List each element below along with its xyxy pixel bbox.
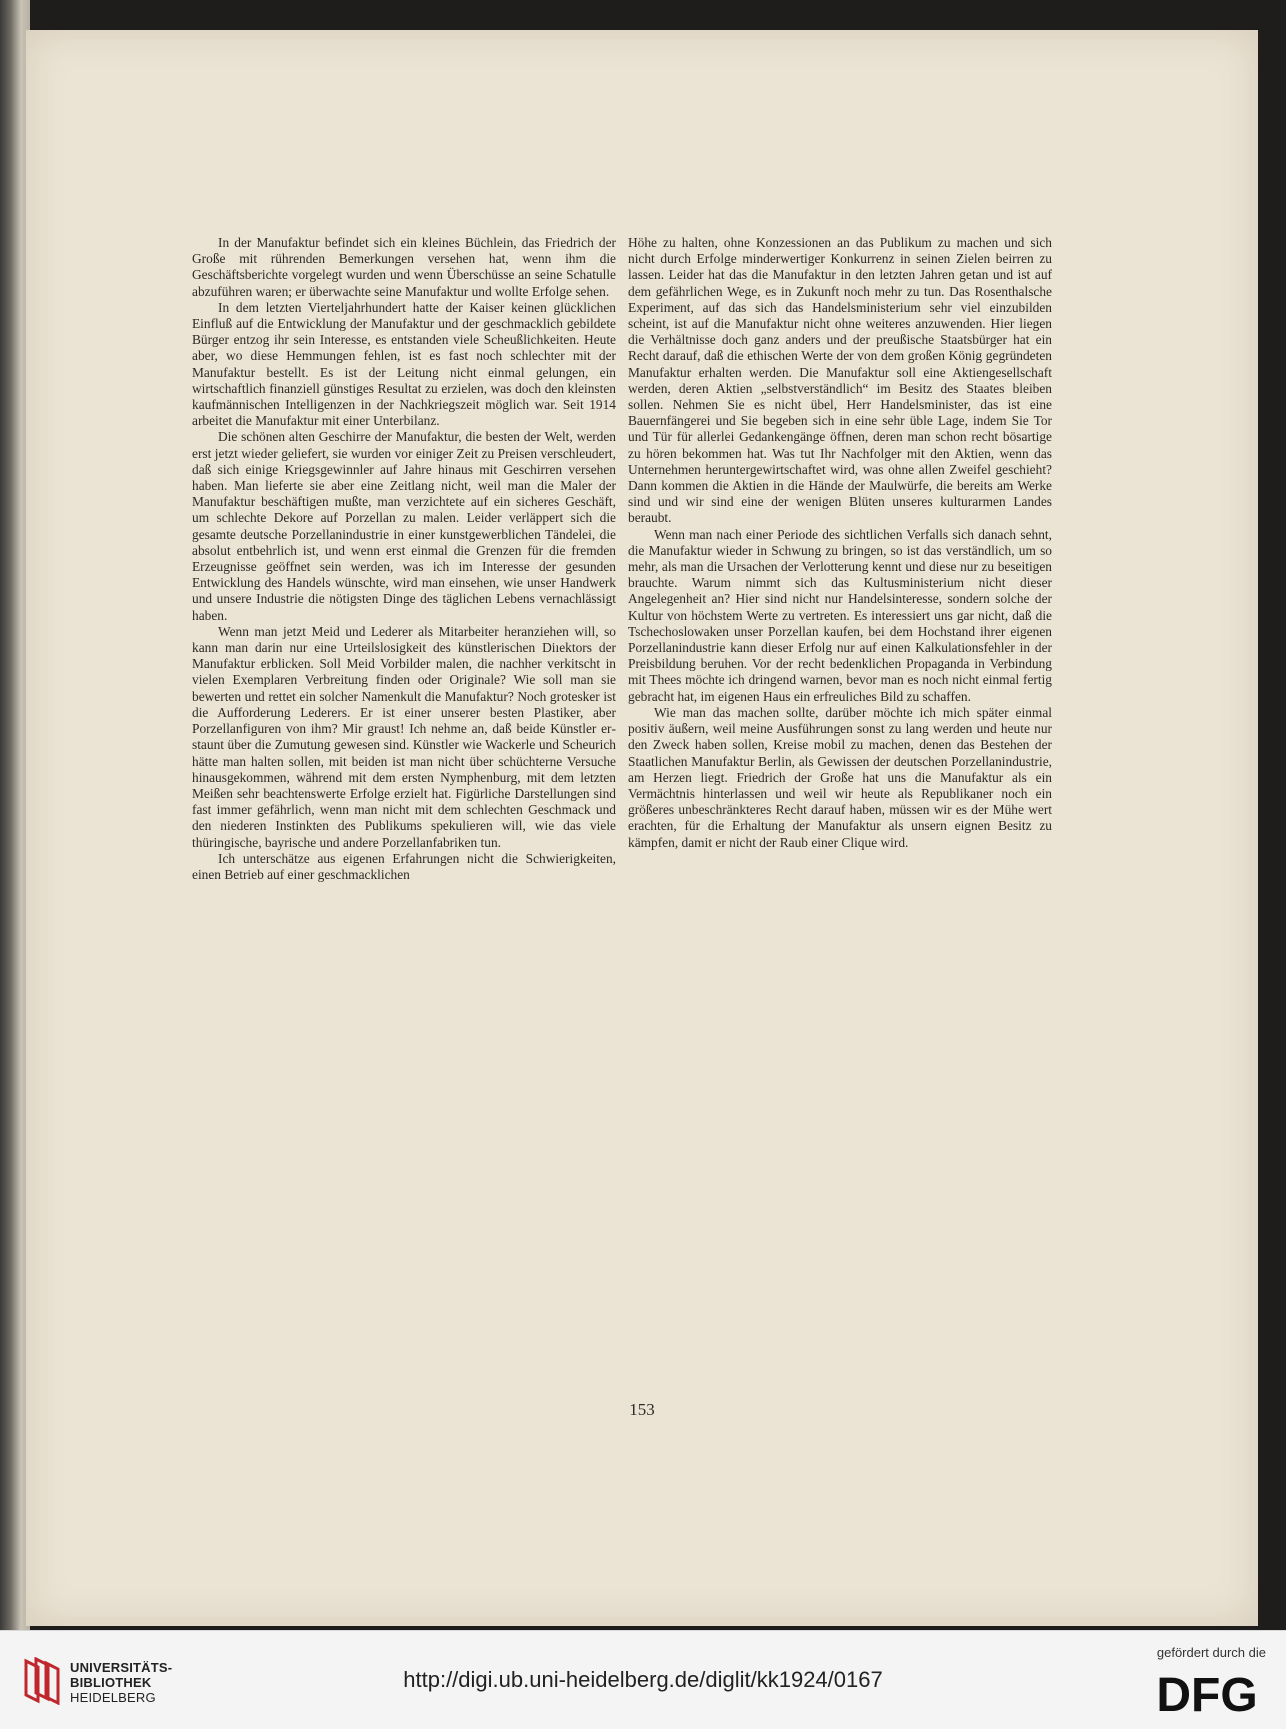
paragraph: Ich unterschätze aus eigenen Erfahrungen nicht die Schwierigkeiten, einen Betrieb auf einer geschmacklichen (192, 850, 616, 882)
dfg-logo-text: DFG (1156, 1671, 1258, 1715)
library-name-line: HEIDELBERG (70, 1690, 156, 1705)
paragraph: Höhe zu halten, ohne Konzessionen an das Publikum zu machen und sich nicht durch Erfolge minderwertiger Konkurrenz in seinen Zielen beirren zu lassen. Leider hat das die Manufaktur in den letzten Jahren getan und ist auf dem gefährlichen Wege, es in Zukunft noch mehr zu tun. Das Rosenthalsche Experiment, auf das sich das Handelsministerium sehr viel einzubilden scheint, ist auf die Manufaktur nicht ohne weiteres anzuwenden. Hier liegen die Verhältnisse doch ganz anders und der preußische Staatsbürger hat ein Recht darauf, daß die ethischen Werte der von dem großen König gegründeten Manufaktur erhalten werden. Die Manufaktur soll eine Aktiengesellschaft werden, deren Aktien „selbstverständlich“ im Besitz des Staates bleiben sollen. Nehmen Sie es nicht übel, Herr Handelsminister, das ist eine Bauernfängerei und Sie begeben sich in eine sehr üble Lage, indem Sie Tor und Tür für allerlei Gedankengänge öffnen, deren man schon recht bösartige zu hören bekommen hat. Was tut Ihr Nachfolger mit den Aktien, wenn das Unternehmen heruntergewirtschaftet wird, was ohne allen Zweifel geschieht? Dann kommen die Aktien in die Hände der Maulwürfe, die bereits am Werke sind und wir sind eine der wenigen Blüten unseres kulturarmen Landes beraubt. (628, 235, 1052, 526)
library-name-line: UNIVERSITÄTS- (70, 1660, 173, 1675)
right-column (628, 235, 1052, 851)
paragraph: In der Manufaktur befindet sich ein kleines Büchlein, das Friedrich der Große mit rührenden Bemerkungen versehen hat, wenn ihm die Geschäftsberichte vorgelegt wurden und wenn Überschüsse an seine Schatulle abzuführen waren; er überwachte seine Manufaktur und wollte Erfolge sehen. (192, 235, 616, 299)
page-number: 153 (629, 1400, 655, 1419)
paragraph: Wenn man nach einer Periode des sichtlichen Verfalls sich danach sehnt, die Manufaktur wieder in Schwung zu bringen, so ist das verständlich, um so mehr, als man die Ursachen der Verlotterung kennt und diese nur zu beseitigen brauchte. Warum nimmt sich das Kultusministerium nicht dieser Angelegenheit an? Hier sind nicht nur Handelsinteresse, sondern solche der Kultur von höchstem Werte zu vertreten. Es interessiert uns gar nicht, daß die Tschechoslowaken unser Porzellan kaufen, bei dem Hochstand ihrer eigenen Porzellanindustrie kann dieser Erfolg nur auf einen Kalkulationsfehler in der Preisbildung beruhen. Vor der recht bedenklichen Propaganda in Verbindung mit Thees möchte ich dringend warnen, bevor man es noch nicht einmal fertig gebracht hat, im eigenen Haus ein erfreuliches Bild zu schaffen. (628, 526, 1052, 704)
paragraph: Wenn man jetzt Meid und Lederer als Mitarbeiter heranziehen will, so kann man darin nur eine Urteilslosigkeit des künstlerischen Diıektors der Manufaktur erblicken. Soll Meid Vorbilder malen, die nachher verkitscht in vielen Exemplaren Verbreitung finden oder Originale? Wie soll man sie bewerten und rettet ein solcher Namenkult die Manufaktur? Noch grotesker ist die Aufforderung Lederers. Er ist einer unserer besten Plastiker, aber Porzellanfiguren von ihm? Mir graust! Ich nehme an, daß beide Künstler erstaunt über die Zumutung gewesen sind. Künstler wie Wackerle und Scheurich hätte man halten sollen, mit beiden ist man nicht über schüchterne Versuche hinausgekommen, während mit dem ersten Nymphenburg, mit dem letzten Meißen sehr beachtenswerte Erfolge erzielt hat. Figürliche Darstellungen sind fast immer gefährlich, wenn man nicht mit dem schlechten Geschmack und den niederen Instinkten des Publikums spekulieren will, wie das viele thüringische, bayrische und andere Porzellanfabriken tun. (192, 623, 616, 850)
footer-bar (0, 1630, 1286, 1729)
page (26, 30, 1258, 1626)
funded-by-text: gefördert durch die (1156, 1645, 1266, 1660)
permalink-url[interactable]: http://digi.ub.uni-heidelberg.de/diglit/kk1924/0167 (403, 1667, 883, 1692)
paragraph: In dem letzten Vierteljahrhundert hatte der Kaiser keinen glücklichen Einfluß auf die Entwicklung der Manufaktur und der geschmacklich gebildete Bürger entzog ihr sein Interesse, es entstanden viele Scheußlichkeiten. Heute aber, wo diese Hemmungen fehlen, ist es fast noch schlechter mit der Manufaktur bestellt. Es ist der Leitung nicht einmal gelungen, ein wirtschaftlich finanziell günstiges Resultat zu erzielen, was doch den kleinsten kaufmännischen Intelligenzen in der Nachkriegszeit möglich war. Seit 1914 arbeitet die Manufaktur mit einer Unterbilanz. (192, 299, 616, 429)
paragraph: Die schönen alten Geschirre der Manufaktur, die besten der Welt, werden erst jetzt wieder geliefert, sie wurden vor einiger Zeit zu Preisen verschleudert, daß sich einige Kriegsgewinnler auf Jahre hinaus mit Geschirren versehen haben. Man lieferte sie aber eine Zeitlang nicht, weil man die Maler der Manufaktur beschäftigen mußte, man verzichtete auf ein sicheres Geschäft, um schlechte Dekore auf Porzellan zu malen. Leider verläppert sich die gesamte deutsche Porzellanindustrie in einer kunstgewerblichen Tändelei, die absolut entbehrlich ist, und wenn erst einmal die Grenzen für die fremden Erzeugnisse geöffnet sein werden, was ich im Interesse der gesunden Entwicklung des Handels wünschte, wird man einsehen, wie unser Handwerk und unsere Industrie die nötigsten Dinge des täglichen Lebens vernachlässigt haben. (192, 429, 616, 623)
left-column (192, 235, 616, 883)
library-name-line: BIBLIOTHEK (70, 1675, 152, 1690)
paragraph: Wie man das machen sollte, darüber möchte ich mich später einmal positiv äußern, weil meine Ausführungen sonst zu lang werden und heute nur den Zweck haben sollen, Kreise mobil zu machen, denen das Bestehen der Staatlichen Manufaktur Berlin, als Gewissen der deutschen Porzellanindustrie, am Herzen liegt. Friedrich der Große hat uns die Manufaktur als ein Vermächtnis hinterlassen und weil wir heute als Republikaner noch ein größeres unbeschränkteres Recht darauf haben, müssen wir es der Mühe wert erachten, für die Erhaltung der Manufaktur als unsern eignen Besitz zu kämpfen, damit er nicht der Raub einer Clique wird. (628, 704, 1052, 850)
dfg-logo[interactable] (1148, 1671, 1266, 1715)
